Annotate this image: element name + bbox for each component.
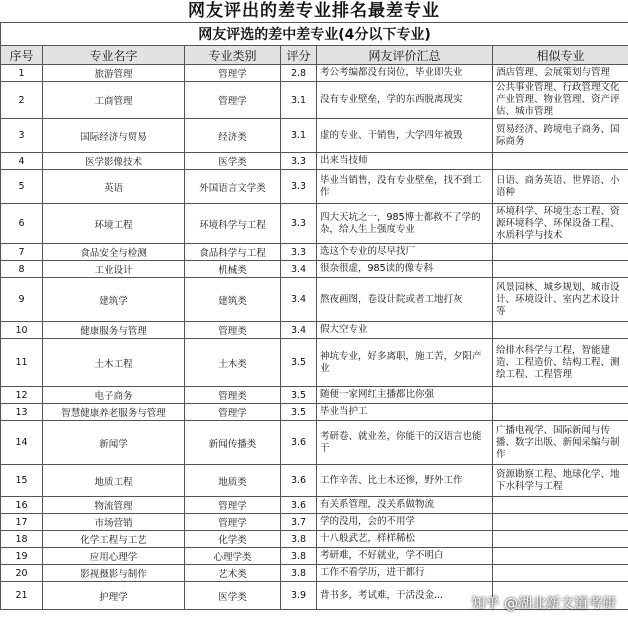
cell-category: 艺术类 <box>185 565 281 582</box>
cell-comments: 工作辛苦、比土木还惨，野外工作 <box>317 465 493 497</box>
table-row <box>1 548 628 565</box>
cell-index: 12 <box>1 387 43 404</box>
cell-similar <box>493 582 628 610</box>
cell-index: 14 <box>1 421 43 465</box>
cell-index: 19 <box>1 548 43 565</box>
table-row <box>1 387 628 404</box>
cell-comments: 随便一家网红主播都比你强 <box>317 387 493 404</box>
table-header-row <box>1 46 628 65</box>
cell-major: 英语 <box>43 170 185 204</box>
cell-score: 3.7 <box>281 514 317 531</box>
cell-similar <box>493 387 628 404</box>
cell-index: 21 <box>1 582 43 610</box>
cell-major: 化学工程与工艺 <box>43 531 185 548</box>
cell-score: 3.1 <box>281 82 317 119</box>
cell-major: 土木工程 <box>43 339 185 387</box>
cell-similar: 资源勘察工程、地球化学、地下水科学与工程 <box>493 465 628 497</box>
cell-major: 环境工程 <box>43 204 185 244</box>
table-row <box>1 119 628 153</box>
cell-similar: 给排水科学与工程，智能建造、工程造价、结构工程、测绘工程、工程管理 <box>493 339 628 387</box>
cell-index: 20 <box>1 565 43 582</box>
cell-major: 应用心理学 <box>43 548 185 565</box>
header-comments: 网友评价汇总 <box>317 46 493 65</box>
cell-score: 3.3 <box>281 204 317 244</box>
header-category: 专业类别 <box>185 46 281 65</box>
table-subtitle-row <box>1 23 628 46</box>
cell-comments: 考研难，不好就业，学不明白 <box>317 548 493 565</box>
header-major: 专业名字 <box>43 46 185 65</box>
table-row <box>1 153 628 170</box>
cell-index: 15 <box>1 465 43 497</box>
cell-comments: 虚的专业、干销售，大学四年被毁 <box>317 119 493 153</box>
cell-category: 管理学 <box>185 82 281 119</box>
cell-category: 心理学类 <box>185 548 281 565</box>
cell-major: 护理学 <box>43 582 185 610</box>
cell-major: 影视摄影与制作 <box>43 565 185 582</box>
cell-score: 3.3 <box>281 244 317 261</box>
cell-score: 3.3 <box>281 170 317 204</box>
cell-comments: 背书多，考试难，干活没金... <box>317 582 493 610</box>
table-row <box>1 465 628 497</box>
cell-category: 食品科学与工程 <box>185 244 281 261</box>
cell-score: 3.8 <box>281 531 317 548</box>
table-row <box>1 170 628 204</box>
cell-score: 3.4 <box>281 322 317 339</box>
cell-similar: 日语、商务英语、世界语、小语种 <box>493 170 628 204</box>
cell-index: 13 <box>1 404 43 421</box>
cell-similar <box>493 531 628 548</box>
cell-index: 17 <box>1 514 43 531</box>
cell-comments: 工作不看学历，进干都行 <box>317 565 493 582</box>
table-row <box>1 204 628 244</box>
cell-similar <box>493 322 628 339</box>
cell-major: 物流管理 <box>43 497 185 514</box>
cell-index: 1 <box>1 65 43 82</box>
table-row <box>1 404 628 421</box>
cell-category: 土木类 <box>185 339 281 387</box>
cell-category: 新闻传播类 <box>185 421 281 465</box>
cell-score: 3.8 <box>281 565 317 582</box>
cell-index: 3 <box>1 119 43 153</box>
cell-category: 经济类 <box>185 119 281 153</box>
cell-similar <box>493 548 628 565</box>
cell-similar: 公共事业管理、行政管理文化产业管理、物业管理、资产评估、城市管理 <box>493 82 628 119</box>
table-row <box>1 322 628 339</box>
watermark: 知乎 @湖北新文道考研 <box>471 596 616 612</box>
table-row <box>1 565 628 582</box>
cell-index: 7 <box>1 244 43 261</box>
cell-similar <box>493 404 628 421</box>
cell-index: 6 <box>1 204 43 244</box>
cell-comments: 神坑专业，好多离职，施工苦，夕阳产业 <box>317 339 493 387</box>
cell-comments: 假大空专业 <box>317 322 493 339</box>
cell-major: 健康服务与管理 <box>43 322 185 339</box>
cell-category: 化学类 <box>185 531 281 548</box>
cell-comments: 四大天坑之一，985博士都救不了学的杂，给人生上强度专业 <box>317 204 493 244</box>
table-row <box>1 82 628 119</box>
header-similar: 相似专业 <box>493 46 628 65</box>
header-score: 评分 <box>281 46 317 65</box>
cell-category: 管理学 <box>185 404 281 421</box>
cell-score: 3.8 <box>281 548 317 565</box>
cell-similar: 酒店管理、会展策划与管理 <box>493 65 628 82</box>
cell-category: 管理学 <box>185 497 281 514</box>
table-row <box>1 339 628 387</box>
table-row <box>1 65 628 82</box>
table-row <box>1 278 628 322</box>
cell-comments: 很杂很虚，985读的像专科 <box>317 261 493 278</box>
ranking-table <box>0 22 628 610</box>
page-title: 网友评出的差专业排名最差专业 <box>188 1 440 21</box>
table-row <box>1 531 628 548</box>
cell-category: 管理类 <box>185 387 281 404</box>
cell-category: 环境科学与工程 <box>185 204 281 244</box>
table-row <box>1 261 628 278</box>
cell-similar <box>493 565 628 582</box>
header-index: 序号 <box>1 46 43 65</box>
cell-category: 建筑类 <box>185 278 281 322</box>
cell-category: 外国语言文学类 <box>185 170 281 204</box>
cell-comments: 学的没用，会的不用学 <box>317 514 493 531</box>
cell-category: 管理学 <box>185 514 281 531</box>
cell-major: 食品安全与检测 <box>43 244 185 261</box>
cell-score: 3.9 <box>281 582 317 610</box>
cell-score: 3.5 <box>281 387 317 404</box>
cell-index: 9 <box>1 278 43 322</box>
table-subtitle: 网友评选的差中差专业(4分以下专业) <box>1 23 628 46</box>
cell-major: 旅游管理 <box>43 65 185 82</box>
cell-score: 3.3 <box>281 153 317 170</box>
cell-score: 3.4 <box>281 278 317 322</box>
cell-comments: 考公考编都没有岗位，毕业即失业 <box>317 65 493 82</box>
cell-category: 管理学 <box>185 65 281 82</box>
cell-score: 2.8 <box>281 65 317 82</box>
cell-index: 16 <box>1 497 43 514</box>
cell-comments: 毕业当销售，没有专业壁垒，找不到工作 <box>317 170 493 204</box>
cell-score: 3.4 <box>281 261 317 278</box>
cell-category: 医学类 <box>185 153 281 170</box>
cell-category: 机械类 <box>185 261 281 278</box>
table-row <box>1 421 628 465</box>
cell-comments: 十八般武艺，样样稀松 <box>317 531 493 548</box>
cell-index: 11 <box>1 339 43 387</box>
cell-similar: 环境科学、环境生态工程、资源环境科学、环保设备工程、水质科学与技术 <box>493 204 628 244</box>
cell-similar: 广播电视学、国际新闻与传播、数字出版、新闻采编与制作 <box>493 421 628 465</box>
cell-comments: 没有专业壁垒，学的东西脱离现实 <box>317 82 493 119</box>
cell-major: 市场营销 <box>43 514 185 531</box>
cell-similar <box>493 497 628 514</box>
cell-index: 4 <box>1 153 43 170</box>
cell-major: 新闻学 <box>43 421 185 465</box>
cell-major: 工商管理 <box>43 82 185 119</box>
cell-index: 18 <box>1 531 43 548</box>
cell-comments: 出来当技师 <box>317 153 493 170</box>
cell-score: 3.5 <box>281 404 317 421</box>
cell-major: 医学影像技术 <box>43 153 185 170</box>
cell-score: 3.6 <box>281 497 317 514</box>
cell-index: 10 <box>1 322 43 339</box>
cell-score: 3.5 <box>281 339 317 387</box>
cell-major: 建筑学 <box>43 278 185 322</box>
table-row <box>1 497 628 514</box>
cell-index: 5 <box>1 170 43 204</box>
cell-major: 电子商务 <box>43 387 185 404</box>
cell-comments: 考研卷、就业差，你能干的汉语言也能干 <box>317 421 493 465</box>
cell-category: 管理类 <box>185 322 281 339</box>
cell-comments: 熬夜画图，卷设计院或者工地打灰 <box>317 278 493 322</box>
cell-similar: 贸易经济、跨境电子商务、国际商务 <box>493 119 628 153</box>
cell-comments: 有关系管理，没关系做物流 <box>317 497 493 514</box>
cell-similar <box>493 244 628 261</box>
cell-comments: 毕业当护工 <box>317 404 493 421</box>
cell-similar <box>493 153 628 170</box>
cell-similar: 风景园林、城乡规划、城市设计、环境设计、室内艺术设计等 <box>493 278 628 322</box>
cell-comments: 选这个专业的尽早找厂 <box>317 244 493 261</box>
cell-score: 3.6 <box>281 465 317 497</box>
cell-major: 智慧健康养老服务与管理 <box>43 404 185 421</box>
cell-major: 国际经济与贸易 <box>43 119 185 153</box>
cell-major: 工业设计 <box>43 261 185 278</box>
cell-category: 地质类 <box>185 465 281 497</box>
cell-score: 3.6 <box>281 421 317 465</box>
cell-similar <box>493 514 628 531</box>
table-row <box>1 582 628 610</box>
table-row <box>1 514 628 531</box>
cell-score: 3.1 <box>281 119 317 153</box>
cell-category: 医学类 <box>185 582 281 610</box>
cell-similar <box>493 261 628 278</box>
table-row <box>1 244 628 261</box>
cell-major: 地质工程 <box>43 465 185 497</box>
cell-index: 8 <box>1 261 43 278</box>
cell-index: 2 <box>1 82 43 119</box>
